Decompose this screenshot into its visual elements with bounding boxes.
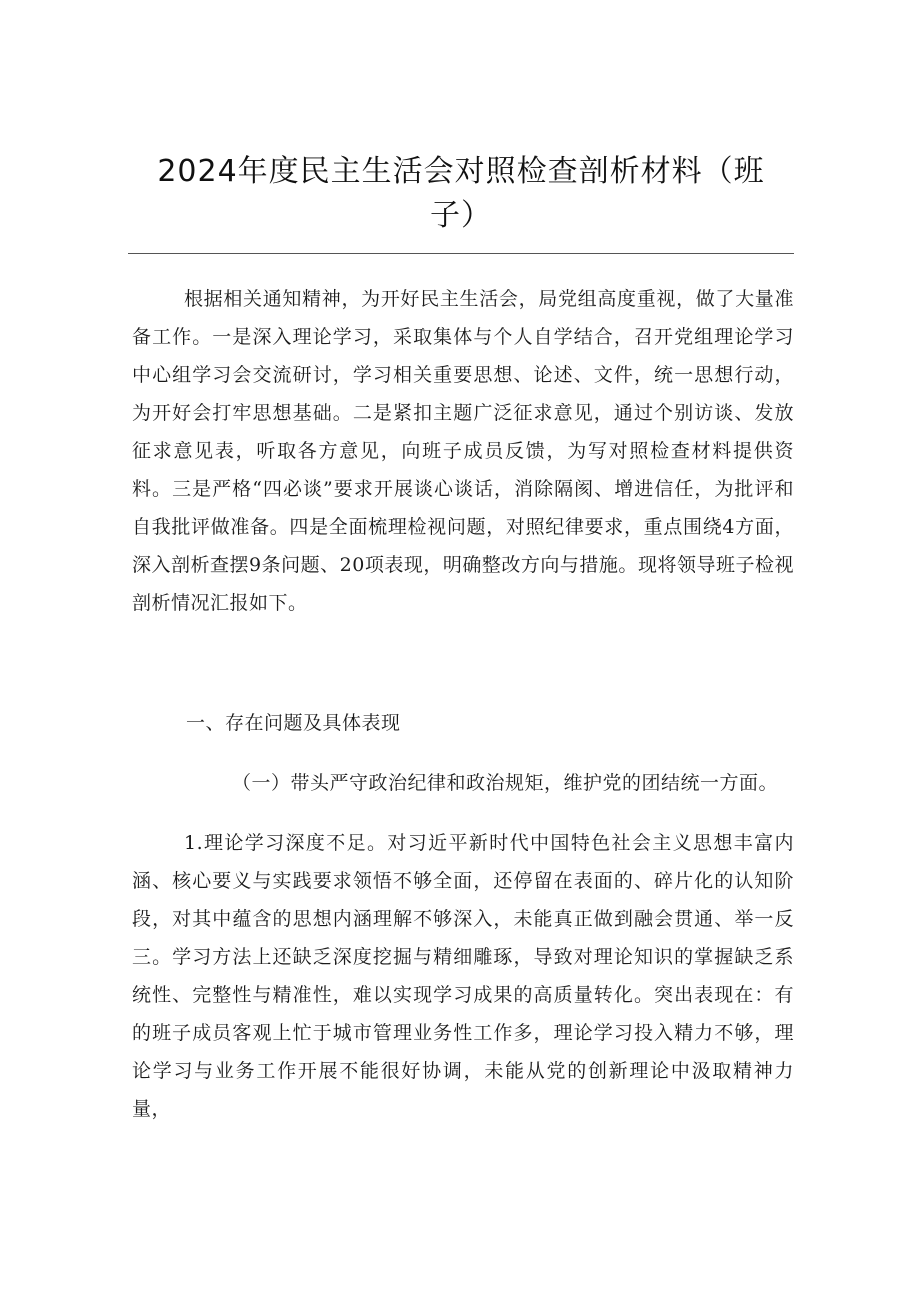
section-1-heading: 一、存在问题及具体表现 xyxy=(186,712,401,734)
document-title xyxy=(128,150,794,238)
subsection-1-heading: （一）带头严守政治纪律和政治规矩，维护党的团结统一方面。 xyxy=(232,772,779,794)
title-divider xyxy=(128,253,794,254)
item-1-paragraph: 1.理论学习深度不足。对习近平新时代中国特色社会主义思想丰富内涵、核心要义与实践要求领悟不够全面，还停留在表面的、碎片化的认知阶段，对其中蕴含的思想内涵理解不够深入，未能真正做到融会贯通、举一反三。学习方法上还缺乏深度挖掘与精细雕琢，导致对理论知识的掌握缺乏系统性、完整性与精准性，难以实现学习成果的高质量转化。突出表现在：有的班子成员客观上忙于城市管理业务性工作多，理论学习投入精力不够，理论学习与业务工作开展不能很好协调，未能从党的创新理论中汲取精神力量， xyxy=(132,832,794,1120)
document-title-line-1: 2024年度民主生活会对照检查剖析材料（班 xyxy=(157,154,765,189)
intro-paragraph: 根据相关通知精神，为开好民主生活会，局党组高度重视，做了大量准备工作。一是深入理论学习，采取集体与个人自学结合，召开党组理论学习中心组学习会交流研讨，学习相关重要思想、论述、文件，统一思想行动，为开好会打牢思想基础。二是紧扣主题广泛征求意见，通过个别访谈、发放征求意见表，听取各方意见，向班子成员反馈，为写对照检查材料提供资料。三是严格“四必谈”要求开展谈心谈话，消除隔阂、增进信任，为批评和自我批评做准备。四是全面梳理检视问题，对照纪律要求，重点围绕4方面，深入剖析查摆9条问题、20项表现，明确整改方向与措施。现将领导班子检视剖析情况汇报如下。 xyxy=(132,288,794,614)
document-title-line-2: 子） xyxy=(430,198,492,233)
